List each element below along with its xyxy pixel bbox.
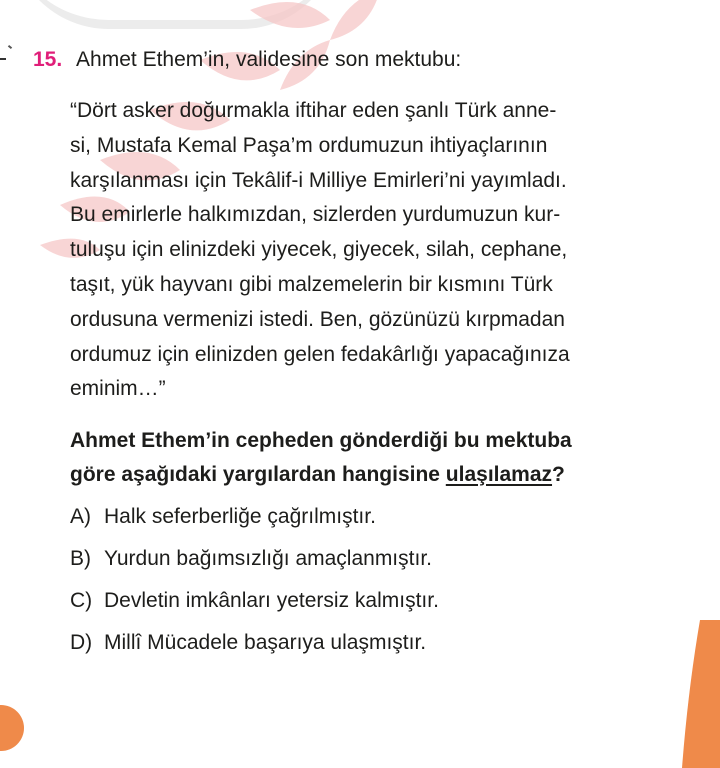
option-b[interactable] bbox=[70, 547, 432, 571]
quote-line: ordumuz için elinizden gelen fedakârlığı yapacağınıza bbox=[70, 342, 570, 366]
prompt-keyword: ulaşılamaz bbox=[445, 463, 553, 486]
orange-edge-decoration bbox=[660, 620, 720, 768]
option-text: Halk seferberliğe çağrılmıştır. bbox=[104, 505, 376, 528]
option-letter: D) bbox=[70, 631, 93, 654]
option-c[interactable] bbox=[70, 589, 439, 613]
question-number: 15. bbox=[33, 48, 63, 71]
quote-line: si, Mustafa Kemal Paşa’m ordumuzun ihtiyaçlarının bbox=[70, 133, 548, 157]
prompt-question-mark: ? bbox=[552, 463, 565, 486]
option-a[interactable] bbox=[70, 505, 376, 529]
quote-line: karşılanması için Tekâlif-i Milliye Emirleri’ni yayımladı. bbox=[70, 168, 567, 192]
option-letter: C) bbox=[70, 589, 93, 612]
option-text: Devletin imkânları yetersiz kalmıştır. bbox=[104, 589, 439, 612]
option-letter: B) bbox=[70, 547, 91, 570]
quote-line: taşıt, yük hayvanı gibi malzemelerin bir kısmını Türk bbox=[70, 272, 553, 296]
question-header bbox=[33, 46, 461, 74]
edge-mark bbox=[0, 58, 6, 60]
question-prompt bbox=[70, 424, 660, 492]
quote-line: tuluşu için elinizdeki yiyecek, giyecek, silah, cephane, bbox=[70, 238, 568, 262]
prompt-line: Ahmet Ethem’in cepheden gönderdiği bu mektuba bbox=[70, 429, 572, 452]
option-text: Millî Mücadele başarıya ulaşmıştır. bbox=[104, 631, 427, 654]
prompt-line bbox=[70, 458, 660, 492]
quote-line: ordusuna vermenizi istedi. Ben, gözünüzü kırpmadan bbox=[70, 307, 565, 331]
option-letter: A) bbox=[70, 505, 91, 528]
quote-line: Bu emirlerle halkımızdan, sizlerden yurdumuzun kur- bbox=[70, 203, 561, 227]
option-text: Yurdun bağımsızlığı amaçlanmıştır. bbox=[104, 547, 432, 570]
question-title: Ahmet Ethem’in, validesine son mektubu: bbox=[76, 48, 462, 71]
quote-line: “Dört asker doğurmakla iftihar eden şanlı Türk anne- bbox=[70, 99, 557, 122]
letter-quote bbox=[70, 94, 650, 407]
option-d[interactable] bbox=[70, 631, 426, 655]
quote-line: eminim…” bbox=[70, 377, 166, 401]
prompt-text: göre aşağıdaki yargılardan hangisine bbox=[70, 463, 446, 486]
